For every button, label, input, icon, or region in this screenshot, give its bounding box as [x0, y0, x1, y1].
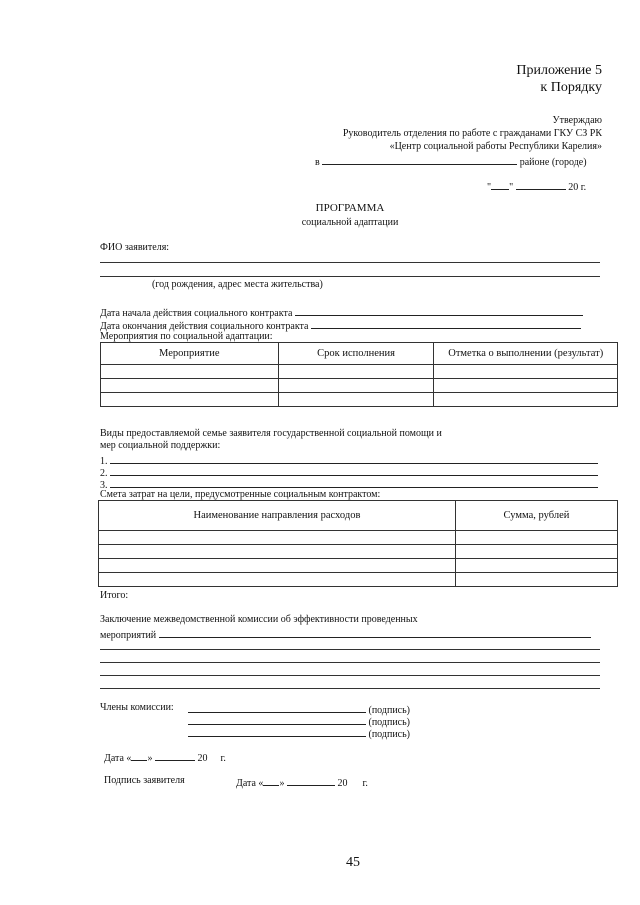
contract-end-field[interactable]	[311, 318, 581, 329]
program-title: ПРОГРАММА	[315, 202, 385, 214]
table-cell[interactable]	[99, 559, 456, 573]
contract-start-row	[100, 305, 583, 319]
contract-end-label: Дата окончания действия социального контракта	[100, 321, 309, 332]
conclusion-line-b[interactable]	[100, 662, 600, 663]
table-cell[interactable]	[455, 531, 617, 545]
conclusion-line-d[interactable]	[100, 688, 600, 689]
conclusion-line2: мероприятий	[100, 630, 157, 641]
table-cell[interactable]	[278, 365, 434, 379]
appendix-line1: Приложение 5	[516, 63, 602, 78]
fio-line-2[interactable]	[100, 276, 600, 277]
program-subtitle: социальной адаптации	[301, 217, 399, 228]
birth-note: (год рождения, адрес места жительства)	[152, 279, 323, 290]
applicant-date-g: г.	[362, 778, 368, 789]
activities-label: Мероприятия по социальной адаптации:	[100, 331, 273, 342]
date-quote-close: "	[509, 182, 514, 193]
table-row	[99, 559, 618, 573]
approval-year: 20	[568, 182, 579, 193]
table-cell[interactable]	[99, 531, 456, 545]
applicant-date-mid: »	[279, 778, 285, 789]
approval-month-field[interactable]	[516, 179, 566, 190]
commission-date-row	[104, 750, 226, 764]
support-line1: Виды предоставляемой семье заявителя государственной социальной помощи и	[100, 428, 442, 439]
district-field[interactable]	[322, 154, 517, 165]
contract-start-label: Дата начала действия социального контракта	[100, 308, 293, 319]
table-cell[interactable]	[455, 573, 617, 587]
approval-day-field[interactable]	[491, 179, 509, 190]
table-cell[interactable]	[101, 379, 279, 393]
appendix-line2: к Порядку	[540, 80, 602, 95]
fio-line-1[interactable]	[100, 262, 600, 263]
activities-header-activity: Мероприятие	[101, 343, 279, 365]
table-cell[interactable]	[434, 365, 618, 379]
table-cell[interactable]	[278, 393, 434, 407]
signature-note: (подпись)	[368, 705, 411, 716]
support-item-field[interactable]	[110, 477, 598, 488]
table-cell[interactable]	[455, 545, 617, 559]
table-row	[101, 365, 618, 379]
date-quote-open: "	[487, 182, 492, 193]
date-month-field[interactable]	[155, 750, 195, 761]
activities-table	[100, 342, 618, 407]
commission-label: Члены комиссии:	[100, 702, 174, 713]
expenses-table	[98, 500, 618, 587]
approval-suffix: районе (городе)	[519, 157, 587, 168]
conclusion-line-a[interactable]	[100, 649, 600, 650]
commission-sign-field[interactable]	[188, 702, 366, 713]
applicant-date-month-field[interactable]	[287, 775, 335, 786]
table-row	[99, 545, 618, 559]
date-g: г.	[220, 753, 226, 764]
expenses-header-direction: Наименование направления расходов	[99, 501, 456, 531]
support-item-number: 2.	[100, 468, 108, 479]
expenses-label: Смета затрат на цели, предусмотренные социальным контрактом:	[100, 489, 381, 500]
table-cell[interactable]	[101, 393, 279, 407]
contract-end-row	[100, 318, 581, 332]
approval-date-line	[487, 179, 586, 193]
date-day-field[interactable]	[131, 750, 147, 761]
page-number: 45	[346, 855, 360, 870]
activities-header-deadline: Срок исполнения	[278, 343, 434, 365]
table-row	[99, 531, 618, 545]
commission-sign-row-3	[188, 726, 410, 740]
date-prefix: Дата «	[104, 753, 132, 764]
table-cell[interactable]	[99, 545, 456, 559]
commission-sign-field[interactable]	[188, 714, 366, 725]
approval-district-line	[315, 154, 587, 168]
applicant-sign-label: Подпись заявителя	[104, 775, 185, 786]
activities-header-result: Отметка о выполнении (результат)	[434, 343, 618, 365]
table-cell[interactable]	[434, 393, 618, 407]
support-item-field[interactable]	[110, 465, 598, 476]
table-row	[99, 573, 618, 587]
support-line2: мер социальной поддержки:	[100, 440, 221, 451]
conclusion-line1: Заключение межведомственной комиссии об эффективности проведенных	[100, 614, 418, 625]
support-item-number: 3.	[100, 480, 108, 491]
signature-note: (подпись)	[368, 717, 411, 728]
table-cell[interactable]	[101, 365, 279, 379]
commission-sign-field[interactable]	[188, 726, 366, 737]
support-item-field[interactable]	[110, 453, 598, 464]
support-item-number: 1.	[100, 456, 108, 467]
date-year: 20	[197, 753, 208, 764]
conclusion-line-c[interactable]	[100, 675, 600, 676]
date-mid: »	[147, 753, 153, 764]
table-cell[interactable]	[278, 379, 434, 393]
expenses-header-sum: Сумма, рублей	[455, 501, 617, 531]
fio-label: ФИО заявителя:	[100, 242, 170, 253]
approval-prefix: в	[315, 157, 320, 168]
contract-start-field[interactable]	[295, 305, 583, 316]
table-row	[101, 379, 618, 393]
approval-line1: Руководитель отделения по работе с гражданами ГКУ СЗ РК	[342, 128, 602, 139]
applicant-date-year: 20	[337, 778, 348, 789]
conclusion-field[interactable]	[159, 627, 591, 638]
approval-line2: «Центр социальной работы Республики Карелия»	[389, 141, 602, 152]
signature-note: (подпись)	[368, 729, 411, 740]
table-cell[interactable]	[455, 559, 617, 573]
table-cell[interactable]	[99, 573, 456, 587]
conclusion-row	[100, 627, 591, 641]
table-row	[101, 393, 618, 407]
applicant-date-row	[236, 775, 368, 789]
applicant-date-day-field[interactable]	[263, 775, 279, 786]
approval-g: г.	[580, 182, 587, 193]
approval-label: Утверждаю	[552, 115, 602, 126]
expenses-total: Итого:	[100, 590, 129, 601]
applicant-date-prefix: Дата «	[236, 778, 264, 789]
table-cell[interactable]	[434, 379, 618, 393]
